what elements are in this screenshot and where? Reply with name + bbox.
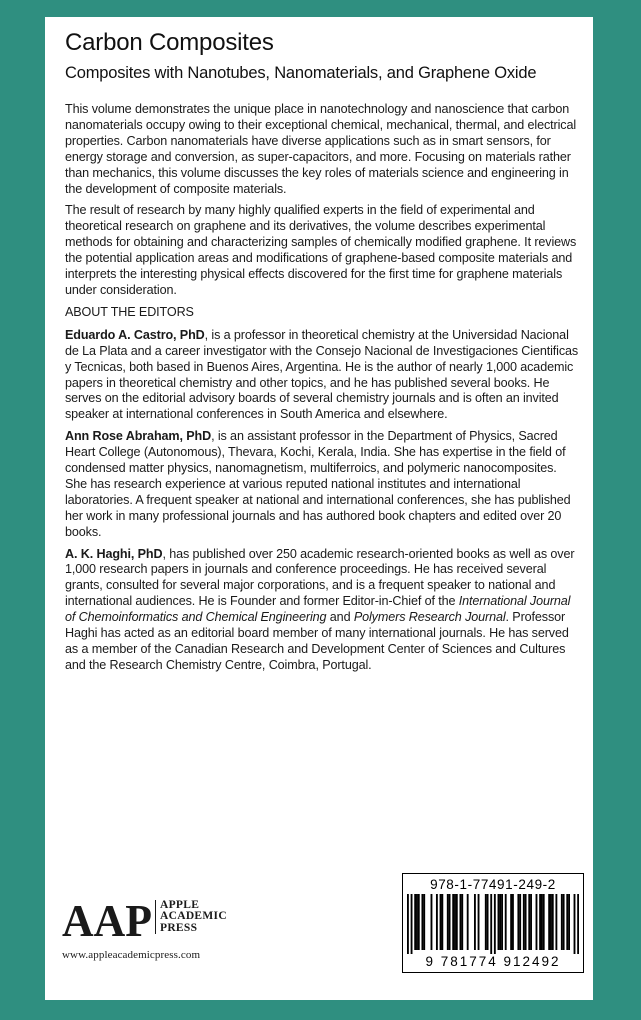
about-editors-heading: ABOUT THE EDITORS [65,304,194,319]
barcode-bar [505,894,507,950]
back-cover [45,17,593,1000]
editor-name-haghi: A. K. Haghi, PhD [65,546,163,561]
barcode-bar [449,894,451,950]
barcode-bar [452,894,454,950]
barcode-bar [498,894,500,950]
barcode-bar [519,894,521,950]
barcode-bar [436,894,438,950]
description-paragraph-1: This volume demonstrates the unique place in nanotechnology and nanoscience that carbon nanomaterials occupy owing to their exceptional chemical, mechanical, thermal, and electrical properties. Carbon nanomaterials have diverse applications such as in smart sensors, for energy storage and conversion, as super-capacitors, and more. Focusing on materials rather than mechanics, this volume discusses the key roles of materials science and engineering in the development of composite materials. [65,102,577,196]
editor-bio-text-haghi-2: . Professor Haghi has acted as an editorial board member of many international journals. He has served as a member of the Canadian Research and Development Center of Sciences and Cultures and the Research Chemistry Centre, Coimbra, Portugal. [65,610,569,672]
barcode-bar [418,894,420,950]
editor-bio-text-haghi-1: , has published over 250 academic research-oriented books as well as over 1,000 research papers in journals and conference proceedings. He has received several grants, consulted for several major corporations, and is a frequent speaker to national and international audiences. He is Founder and former Editor-in-Chief of the [65,546,575,609]
barcode-bar [421,894,423,950]
barcode-bar [510,894,512,950]
publisher-name-line-3: PRESS [160,921,198,934]
editor-bio-and: and [326,610,354,625]
barcode-bar [512,894,514,950]
barcode-bar [485,894,487,950]
publisher-website[interactable]: www.appleacademicpress.com [62,949,201,961]
barcode-bar [494,894,496,954]
barcode-bar [411,894,413,954]
barcode-bar [416,894,418,950]
barcode-bar [563,894,565,950]
editor-name-castro: Eduardo A. Castro, PhD [65,327,205,342]
barcode-bar [431,894,433,950]
barcode-bar [454,894,456,950]
barcode-bar [525,894,527,950]
barcode-bar [523,894,525,950]
barcode-bar [456,894,458,950]
barcode-digits: 9 781774 912492 [425,954,561,969]
barcode-bar [539,894,541,950]
isbn-barcode [402,873,584,973]
barcode-bar [441,894,443,950]
barcode-bar [536,894,538,950]
editor-bio-haghi [65,547,579,674]
publisher-logo [62,894,227,940]
barcode-bar [501,894,503,950]
barcode-bar [414,894,416,950]
barcode-bar [478,894,480,950]
barcode-bar [574,894,576,954]
barcode-bar [423,894,425,950]
barcode-bar [467,894,469,950]
barcode-bar [561,894,563,950]
logo-mark-text: AAP [62,895,152,940]
barcode-bar [517,894,519,950]
journal-title-2: Polymers Research Journal [353,610,506,625]
barcode-bar [552,894,554,950]
barcode-bar [460,894,462,950]
book-title: Carbon Composites [65,29,274,56]
editor-bio-text-castro: , is a professor in theoretical chemistry at the Universidad Nacional de La Plata and a career investigator with the Consejo Nacional de Investigaciones Cientificas y Tecnicas, both based in Buenos Aires, Argentina. He is the author of nearly 1,000 academic papers in theoretical chemistry and other topics, and he has published several books. He serves on the editorial advisory boards of several chemistry journals and is often an invited speaker at international conferences in South America and elsewhere. [65,327,579,422]
barcode-bar [407,894,409,954]
isbn-number: 978-1-77491-249-2 [430,877,556,892]
barcode-bar [548,894,550,950]
book-subtitle: Composites with Nanotubes, Nanomaterials, and Graphene Oxide [65,64,537,82]
barcode-bar [461,894,463,950]
barcode-bar [555,894,557,950]
editor-name-abraham: Ann Rose Abraham, PhD [65,429,212,444]
editor-bio-text-abraham: , is an assistant professor in the Department of Physics, Sacred Heart College (Autonomous), Thevara, Kochi, Kerala, India. She has expertise in the field of condensed matter physics, nanomagnetism, multiferroics, and polymeric nanocomposites. She has research experience at various reputed national institutes and international laboratories. A frequent speaker at national and international conferences, she has published her work in many professional journals and has authored book chapters and edited over 20 books. [65,429,571,539]
barcode-bar [543,894,545,950]
barcode-bar [577,894,579,954]
barcode-bar [566,894,568,950]
barcode-bar [550,894,552,950]
barcode-bar [530,894,532,950]
back-cover-text [65,102,579,680]
description-paragraph-2: The result of research by many highly qualified experts in the field of experimental and theoretical research on graphene and its derivatives, the volume describes experimental methods for obtaining and characterizing samples of chemically modified graphene. It reviews the potential application areas and modifications of graphene-based composite materials and interprets the interesting physical effects discovered for the first time for graphene materials under consideration. [65,203,577,297]
barcode-bar [490,894,492,954]
barcode-bar [568,894,570,950]
barcode-bar [474,894,476,950]
aap-logo-icon [62,894,152,940]
barcode-bar [499,894,501,950]
barcode-bar [447,894,449,950]
publisher-name [155,900,227,935]
editor-bio-abraham [65,429,579,540]
barcode-bar [487,894,489,950]
editor-bio-castro [65,328,579,423]
barcode-bar [440,894,442,950]
publisher-name-line-1: APPLE [160,898,200,911]
publisher-name-line-2: ACADEMIC [160,910,227,923]
barcode-bar [528,894,530,950]
journal-title-1: International Journal of Chemoinformatics and Chemical Engineering [65,594,571,625]
barcode-bar [541,894,543,950]
barcode-icon [407,894,579,954]
